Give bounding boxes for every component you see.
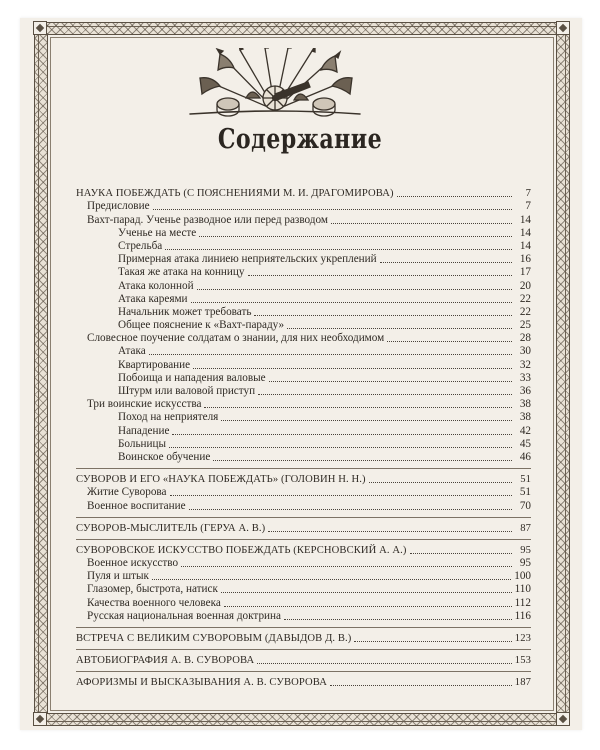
toc-entry[interactable]: [76, 240, 531, 253]
toc-entry-title: Военное воспитание: [87, 499, 186, 512]
toc-entry-title: СУВОРОВСКОЕ ИСКУССТВО ПОБЕЖДАТЬ (КЕРСНОВСКИЙ А. А.): [76, 544, 407, 556]
toc-entry-title: Примерная атака линиею неприятельских укреплений: [118, 253, 377, 266]
toc-section-entry[interactable]: [76, 187, 531, 200]
section-divider: [76, 627, 531, 628]
toc-entry-title: Поход на неприятеля: [118, 411, 219, 424]
toc-page-number: 123: [514, 633, 531, 644]
dot-leader: [189, 508, 512, 510]
section-divider: [76, 649, 531, 650]
dot-leader: [169, 446, 512, 448]
dot-leader: [330, 684, 512, 686]
military-trophy-ornament-icon: [180, 48, 370, 120]
toc-entry-title: Атака колонной: [118, 279, 194, 292]
dot-leader: [354, 640, 511, 642]
dot-leader: [193, 367, 512, 369]
dot-leader: [248, 274, 513, 276]
dot-leader: [153, 208, 512, 210]
toc-entry-title: Житие Суворова: [87, 486, 167, 499]
toc-entry[interactable]: [76, 596, 531, 609]
toc-page-number: 16: [519, 253, 531, 266]
toc-entry[interactable]: [76, 411, 531, 424]
toc-entry-title: АФОРИЗМЫ И ВЫСКАЗЫВАНИЯ А. В. СУВОРОВА: [76, 677, 327, 689]
toc-entry[interactable]: [76, 499, 531, 512]
toc-entry[interactable]: [76, 610, 531, 623]
dot-leader: [152, 578, 511, 580]
toc-page-number: 22: [519, 292, 531, 305]
toc-entry[interactable]: [76, 557, 531, 570]
toc-page-number: 87: [520, 522, 531, 534]
toc-page-number: 51: [519, 486, 531, 499]
toc-section-entry[interactable]: [76, 632, 531, 645]
toc-page-number: 14: [519, 226, 531, 239]
toc-entry[interactable]: [76, 424, 531, 437]
toc-entry[interactable]: [76, 293, 531, 306]
dot-leader: [213, 459, 512, 461]
toc-entry-title: Военное искусство: [87, 557, 179, 570]
toc-page-number: 7: [525, 200, 531, 213]
toc-page-number: 17: [519, 266, 531, 279]
toc-page-number: 30: [519, 345, 531, 358]
toc-entry-title: СУВОРОВ И ЕГО «НАУКА ПОБЕЖДАТЬ» (ГОЛОВИН Н. Н.): [76, 474, 366, 486]
toc-page-number: 38: [519, 411, 531, 424]
toc-entry[interactable]: [76, 451, 531, 464]
toc-page-number: 110: [514, 583, 531, 596]
toc-entry-title: Начальник может требовать: [118, 305, 252, 318]
toc-page-number: 187: [514, 677, 531, 689]
toc-page-number: 25: [519, 319, 531, 332]
dot-leader: [287, 327, 512, 329]
toc-section-entry[interactable]: [76, 544, 531, 557]
toc-entry-title: Словесное поучение солдатам о знании, для них необходимом: [87, 332, 385, 345]
corner-ornament-icon: [33, 712, 47, 726]
toc-page-number: 38: [519, 398, 531, 411]
dot-leader: [369, 481, 512, 483]
toc-page-number: 32: [519, 358, 531, 371]
toc-entry-title: Общее пояснение к «Вахт-параду»: [118, 319, 285, 332]
dot-leader: [170, 494, 512, 496]
toc-page-number: 7: [525, 188, 531, 200]
toc-page-number: 14: [519, 213, 531, 226]
corner-ornament-icon: [33, 21, 47, 35]
toc-entry-title: Больницы: [118, 437, 167, 450]
dot-leader: [254, 314, 512, 316]
toc-section-entry[interactable]: [76, 654, 531, 667]
toc-section-entry[interactable]: [76, 473, 531, 486]
toc-section-entry[interactable]: [76, 522, 531, 535]
toc-entry[interactable]: [76, 358, 531, 371]
toc-entry-title: Атака карeями: [118, 292, 188, 305]
dot-leader: [221, 419, 512, 421]
toc-page-number: 95: [520, 544, 531, 556]
toc-entry-title: Ученье на месте: [118, 226, 197, 239]
toc-entry[interactable]: [76, 438, 531, 451]
dot-leader: [199, 235, 512, 237]
toc-entry-title: СУВОРОВ-МЫСЛИТЕЛЬ (ГЕРУА А. В.): [76, 522, 266, 534]
toc-entry-title: Предисловие: [87, 200, 150, 213]
dot-leader: [204, 406, 512, 408]
section-divider: [76, 671, 531, 672]
toc-entry-title: Воинское обучение: [118, 450, 211, 463]
dot-leader: [165, 248, 512, 250]
section-divider: [76, 539, 531, 540]
toc-entry[interactable]: [76, 332, 531, 345]
dot-leader: [410, 552, 512, 554]
dot-leader: [387, 340, 512, 342]
toc-page-number: 116: [514, 609, 531, 622]
toc-page-number: 100: [514, 570, 531, 583]
dot-leader: [380, 261, 512, 263]
table-of-contents: [76, 187, 531, 689]
toc-entry-title: АВТОБИОГРАФИЯ А. В. СУВОРОВА: [76, 655, 255, 667]
dot-leader: [181, 565, 512, 567]
toc-entry[interactable]: [76, 570, 531, 583]
toc-page-number: 28: [519, 332, 531, 345]
toc-page-number: 33: [519, 371, 531, 384]
toc-page-number: 42: [519, 424, 531, 437]
toc-page-number: 70: [519, 499, 531, 512]
dot-leader: [197, 288, 512, 290]
toc-entry[interactable]: [76, 279, 531, 292]
section-divider: [76, 468, 531, 469]
dot-leader: [284, 618, 512, 620]
toc-page-number: 112: [514, 596, 531, 609]
toc-page-number: 46: [519, 450, 531, 463]
toc-entry-title: Пуля и штык: [87, 570, 149, 583]
dot-leader: [268, 530, 512, 532]
toc-entry[interactable]: [76, 372, 531, 385]
corner-ornament-icon: [556, 21, 570, 35]
dot-leader: [331, 222, 512, 224]
toc-entry[interactable]: [76, 266, 531, 279]
toc-page-number: 51: [520, 474, 531, 486]
toc-entry[interactable]: [76, 385, 531, 398]
toc-entry-title: Такая же атака на конницу: [118, 266, 245, 279]
toc-page-number: 95: [519, 557, 531, 570]
dot-leader: [191, 301, 512, 303]
toc-entry[interactable]: [76, 213, 531, 226]
toc-entry-title: Русская национальная военная доктрина: [87, 609, 281, 622]
toc-entry[interactable]: [76, 486, 531, 499]
toc-entry[interactable]: [76, 319, 531, 332]
toc-entry-title: Атака: [118, 345, 146, 358]
dot-leader: [397, 195, 512, 197]
toc-entry-title: НАУКА ПОБЕЖДАТЬ (С ПОЯСНЕНИЯМИ М. И. ДРАГОМИРОВА): [76, 188, 394, 200]
toc-entry-title: Нападение: [118, 424, 170, 437]
dot-leader: [269, 380, 512, 382]
toc-entry[interactable]: [76, 253, 531, 266]
toc-entry-title: Глазомер, быстрота, натиск: [87, 583, 218, 596]
dot-leader: [258, 393, 512, 395]
dot-leader: [172, 433, 512, 435]
page-title: Содержание: [217, 124, 383, 155]
toc-page-number: 22: [519, 305, 531, 318]
toc-entry-title: Вахт-парад. Ученье разводное или перед разводом: [87, 213, 328, 226]
corner-ornament-icon: [556, 712, 570, 726]
dot-leader: [224, 605, 512, 607]
toc-entry-title: Штурм или валовой приступ: [118, 385, 256, 397]
toc-entry-title: Стрельба: [118, 239, 163, 252]
toc-page-number: 14: [519, 239, 531, 252]
toc-entry[interactable]: [76, 200, 531, 213]
toc-page-number: 45: [519, 437, 531, 450]
toc-entry[interactable]: [76, 583, 531, 596]
dot-leader: [221, 591, 512, 593]
toc-page-number: 36: [519, 385, 531, 397]
toc-entry[interactable]: [76, 227, 531, 240]
toc-entry[interactable]: [76, 345, 531, 358]
section-divider: [76, 517, 531, 518]
toc-entry-title: ВСТРЕЧА С ВЕЛИКИМ СУВОРОВЫМ (ДАВЫДОВ Д. В.): [76, 633, 352, 644]
toc-entry-title: Квартирование: [118, 358, 191, 371]
toc-page-number: 20: [519, 279, 531, 292]
toc-page-number: 153: [514, 655, 531, 667]
toc-entry-title: Три воинские искусства: [87, 398, 202, 411]
toc-entry[interactable]: [76, 306, 531, 319]
toc-entry[interactable]: [76, 398, 531, 411]
toc-entry-title: Побоища и нападения валовые: [118, 371, 266, 384]
dot-leader: [149, 353, 512, 355]
toc-entry-title: Качества военного человека: [87, 596, 221, 609]
toc-section-entry[interactable]: [76, 676, 531, 689]
dot-leader: [257, 662, 512, 664]
